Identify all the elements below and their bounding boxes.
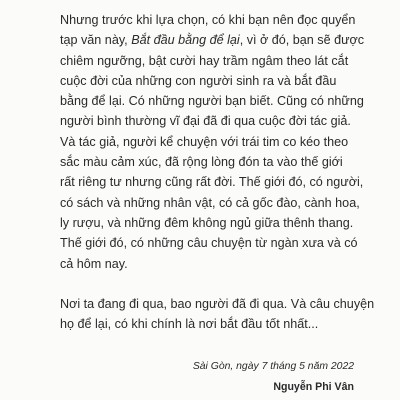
text-line: Nhưng trước khi lựa chọn, có khi bạn nên đọc quyển bbox=[60, 13, 356, 27]
text-line bbox=[60, 30, 365, 50]
text-line: họ để lại, có khi chính là nơi bắt đầu tốt nhất... bbox=[60, 317, 319, 332]
text-line: ly rượu, và những đêm không ngủ giữa thênh thang. bbox=[60, 215, 354, 230]
text-segment: tạp văn này, bbox=[60, 33, 132, 48]
text-line: Thế giới đó, có những câu chuyện từ ngàn xưa và có bbox=[60, 236, 358, 251]
text-line: sắc màu cảm xúc, đã rộng lòng đón ta vào thế giới bbox=[60, 155, 343, 170]
paragraph-2 bbox=[60, 294, 375, 335]
text-line: Nơi ta đang đi qua, bao người đã đi qua. Và câu chuyện bbox=[60, 296, 375, 311]
text-line: người bình thường vĩ đại đã đi qua cuộc đời tác giả. bbox=[60, 114, 351, 129]
text-line: rất riêng tư nhưng cũng rất đời. Thế giới đó, có người, bbox=[60, 175, 364, 190]
text-line: bằng để lại. Có những người bạn biết. Cũng có những bbox=[60, 94, 364, 109]
text-segment: , vì ở đó, bạn sẽ được bbox=[239, 33, 365, 48]
place-date: Sài Gòn, ngày 7 tháng 5 năm 2022 bbox=[192, 361, 354, 372]
text-line: có sách và những nhân vật, có cả gốc đào, cành hoa, bbox=[60, 195, 360, 210]
signature-block bbox=[193, 360, 354, 394]
text-line: cả hôm nay. bbox=[60, 256, 128, 271]
text-line: Và tác giả, người kể chuyện với trái tim co kéo theo bbox=[60, 134, 349, 149]
text-line: cuộc đời của những con người sinh ra và bắt đầu bbox=[60, 73, 337, 88]
author-name: Nguyễn Phi Vân bbox=[273, 381, 354, 393]
paragraph-1 bbox=[60, 10, 365, 274]
text-line: chiêm ngưỡng, bật cười hay trầm ngâm theo lát cắt bbox=[60, 53, 349, 68]
book-title: Bắt đầu bằng để lại bbox=[131, 33, 240, 48]
